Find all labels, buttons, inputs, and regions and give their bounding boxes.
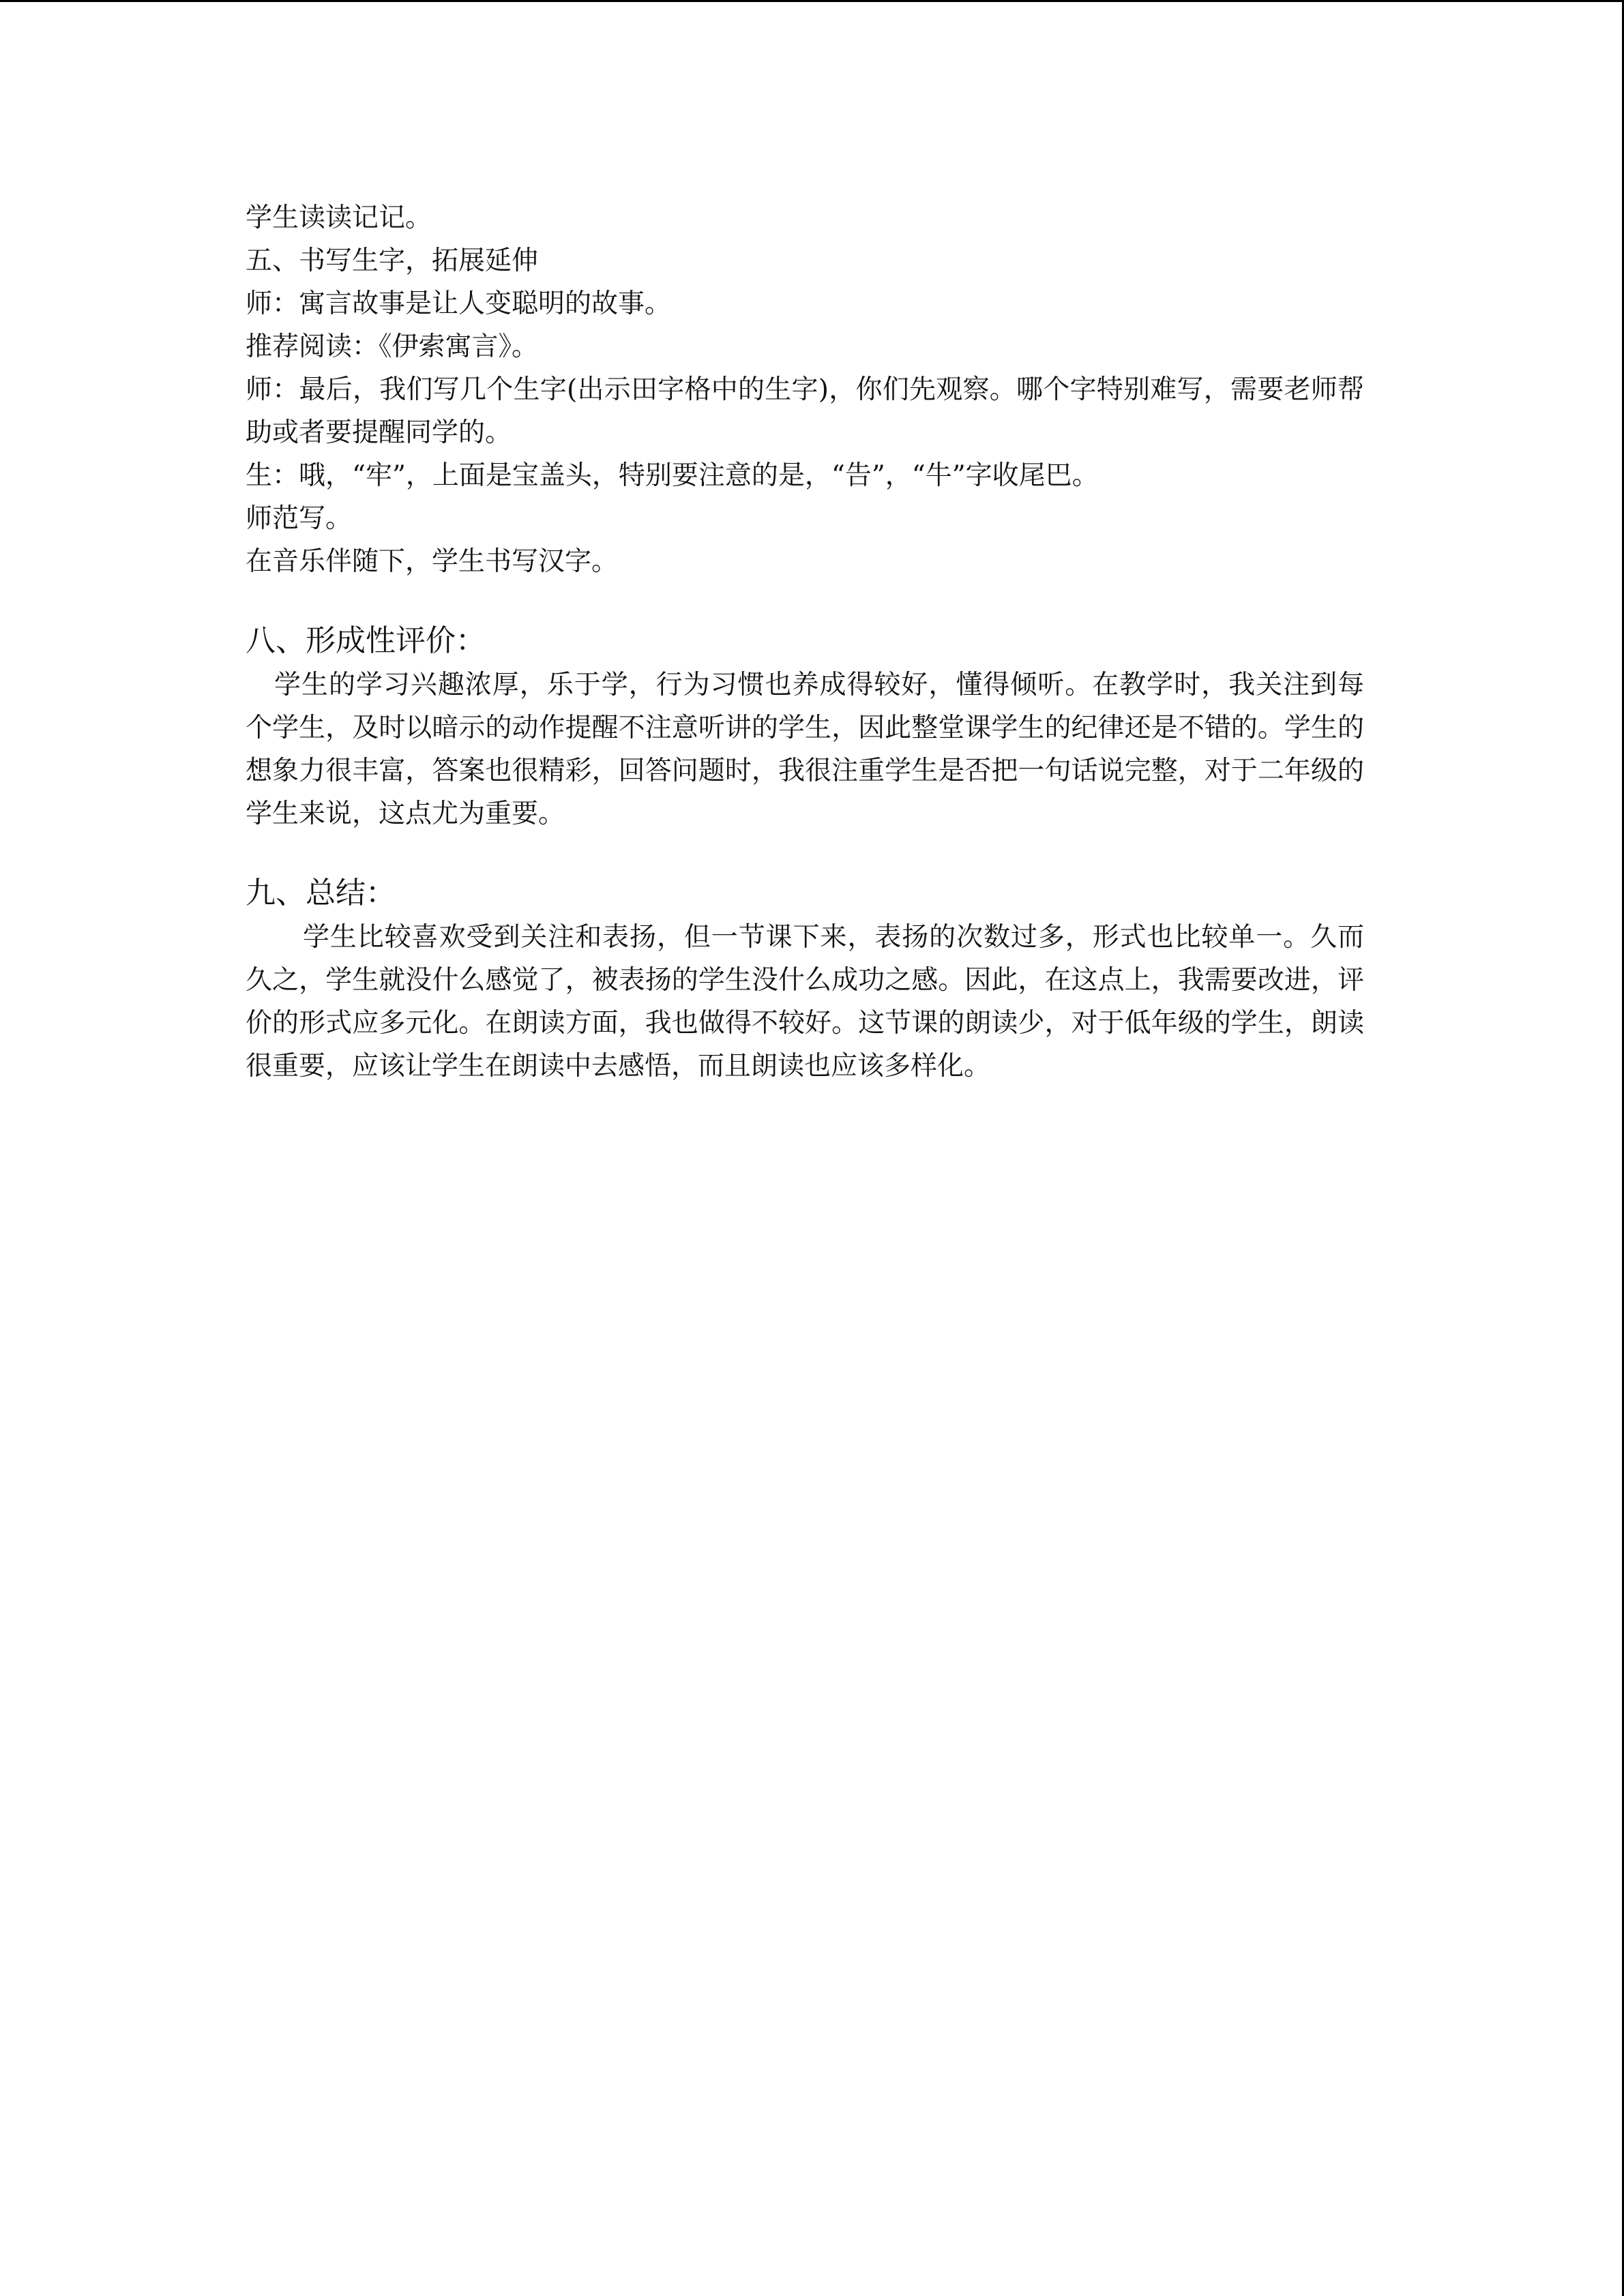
document-body bbox=[246, 196, 1364, 1088]
section-nine-body: 学生比较喜欢受到关注和表扬，但一节课下来，表扬的次数过多，形式也比较单一。久而久之，学生就没什么感觉了，被表扬的学生没什么成功之感。因此，在这点上，我需要改进，评价的形式应多元化。在朗读方面，我也做得不较好。这节课的朗读少，对于低年级的学生，朗读很重要，应该让学生在朗读中去感悟，而且朗读也应该多样化。 bbox=[246, 922, 1364, 1082]
section-spacer bbox=[246, 583, 1364, 618]
section-nine-heading: 九、总结： bbox=[246, 876, 396, 910]
page-top-border bbox=[0, 0, 1624, 2]
text-line-students-read: 学生读读记记。 bbox=[246, 203, 432, 233]
text-line-student-answer: 生：哦，“牢”，上面是宝盖头，特别要注意的是，“告”，“牛”字收尾巴。 bbox=[246, 460, 1099, 491]
section-spacer bbox=[246, 835, 1364, 871]
section-five-heading: 五、书写生字，拓展延伸 bbox=[246, 245, 539, 276]
section-eight-body: 学生的学习兴趣浓厚，乐于学，行为习惯也养成得较好，懂得倾听。在教学时，我关注到每个学生，及时以暗示的动作提醒不注意听讲的学生，因此整堂课学生的纪律还是不错的。学生的想象力很丰富，答案也很精彩，回答问题时，我很注重学生是否把一句话说完整，对于二年级的学生来说，这点尤为重要。 bbox=[246, 670, 1364, 829]
text-line-teacher-demo: 师范写。 bbox=[246, 503, 353, 534]
section-eight-heading: 八、形成性评价： bbox=[246, 623, 486, 658]
text-line-music-writing: 在音乐伴随下，学生书写汉字。 bbox=[246, 546, 619, 577]
text-para-teacher-observe: 师：最后，我们写几个生字(出示田字格中的生字)，你们先观察。哪个字特别难写，需要老师帮助或者要提醒同学的。 bbox=[246, 374, 1364, 448]
text-line-teacher-fable: 师：寓言故事是让人变聪明的故事。 bbox=[246, 288, 672, 319]
text-line-recommended-reading: 推荐阅读：《伊索寓言》。 bbox=[246, 331, 539, 362]
